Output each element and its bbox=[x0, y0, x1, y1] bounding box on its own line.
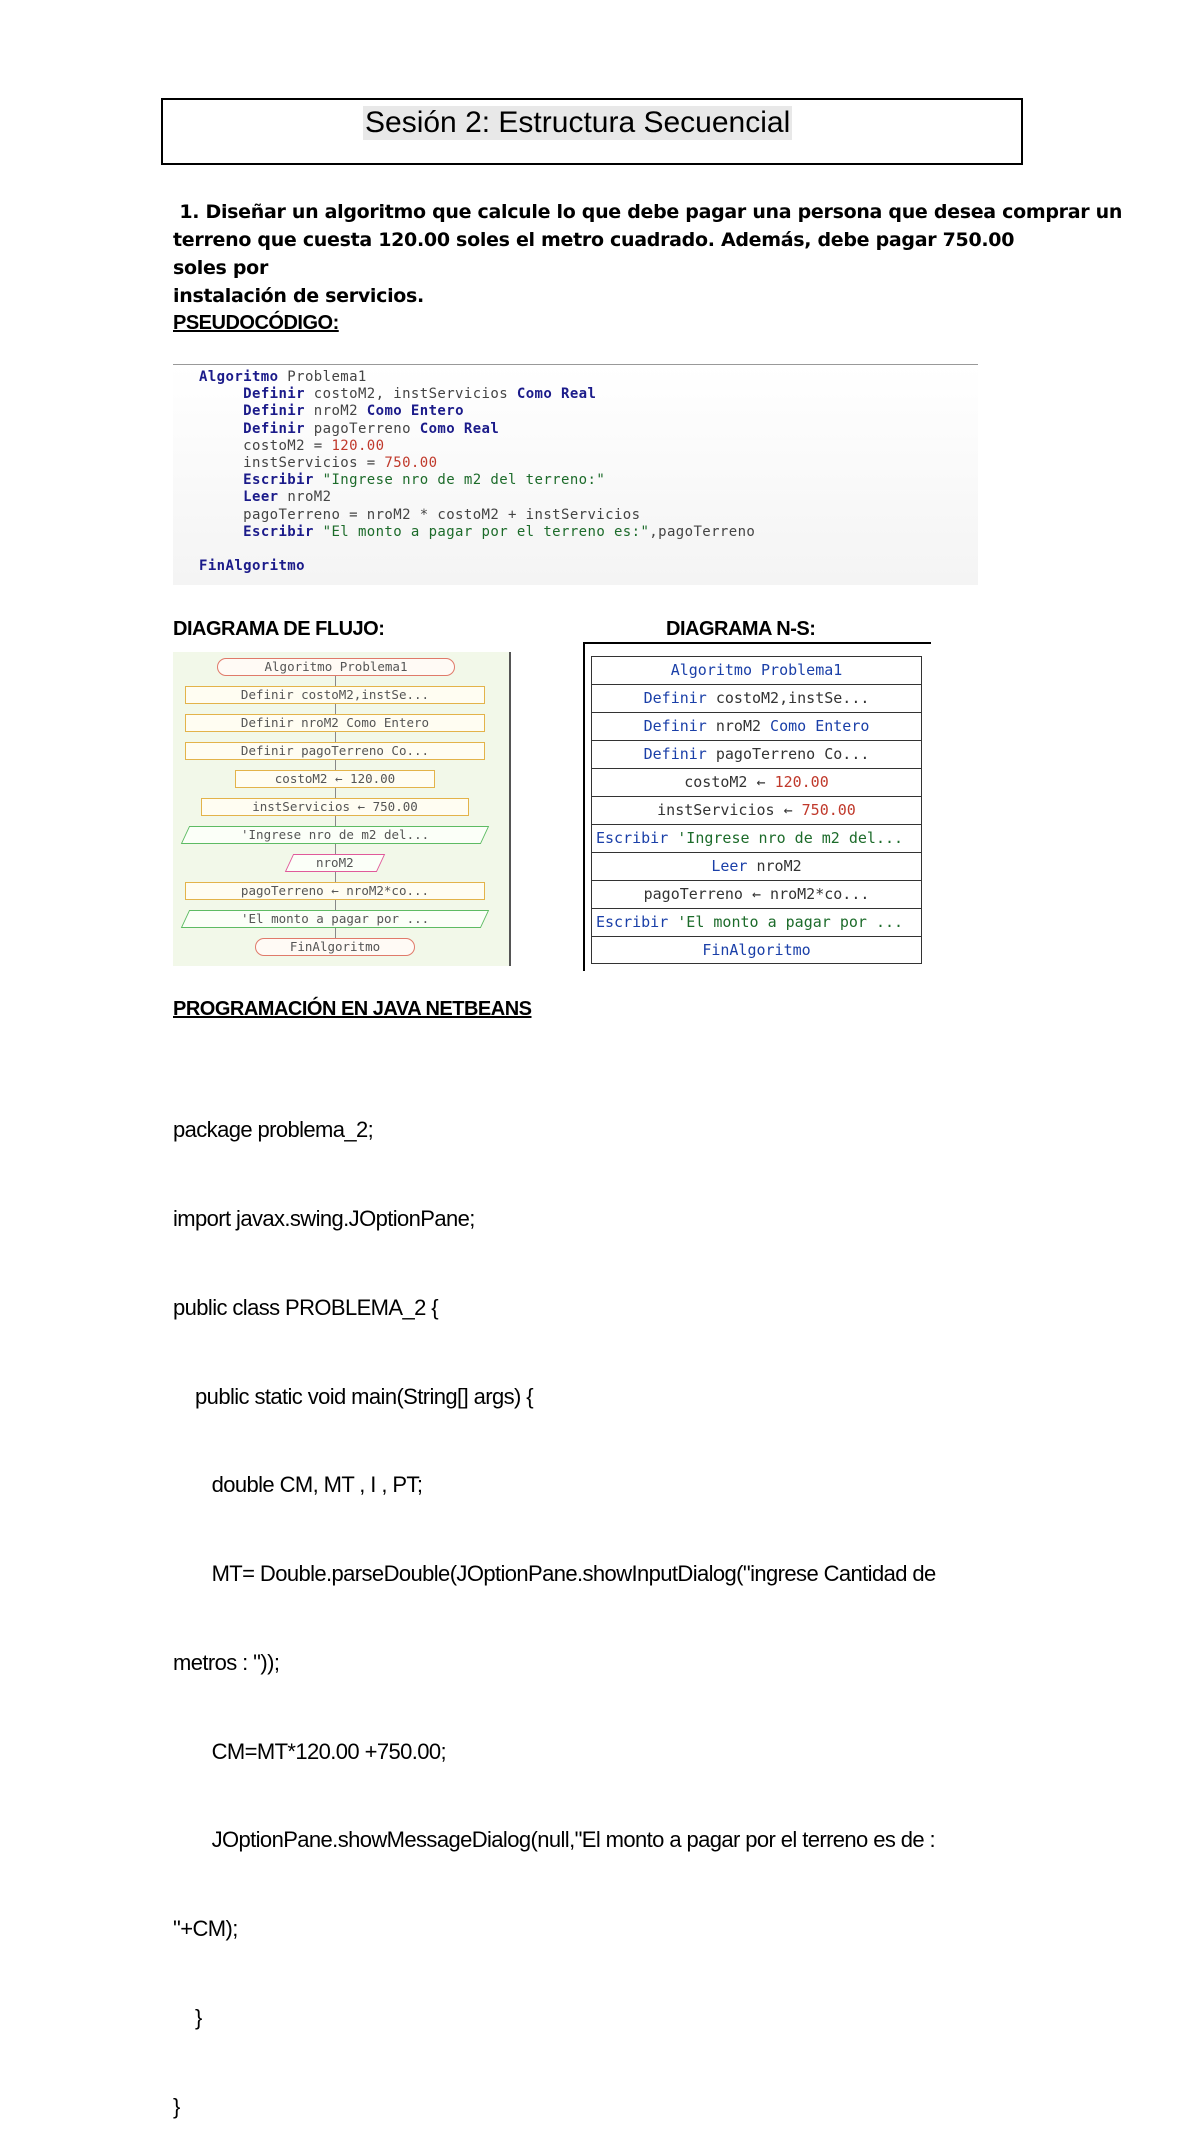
code-line: CM=MT*120.00 +750.00; bbox=[173, 1738, 447, 1764]
pc-keyword: Como Entero bbox=[366, 403, 464, 420]
ns-text: instServicios ← bbox=[657, 801, 802, 819]
flow-define-1: Definir costoM2,instSe... bbox=[185, 686, 485, 704]
flow-output-1-label: 'Ingrese nro de m2 del... bbox=[240, 827, 430, 842]
flow-output-2-label: 'El monto a pagar por ... bbox=[240, 911, 430, 926]
ns-row bbox=[591, 936, 922, 964]
ns-text: pagoTerreno ← nroM2*co... bbox=[643, 885, 870, 903]
ns-row bbox=[591, 656, 922, 684]
ns-row bbox=[591, 852, 922, 880]
pc-keyword: Escribir bbox=[243, 472, 314, 489]
pc-keyword: Algoritmo bbox=[199, 369, 279, 385]
code-line: MT= Double.parseDouble(JOptionPane.showInputDialog("ingrese Cantidad de bbox=[173, 1561, 936, 1587]
ns-frame-left bbox=[583, 643, 585, 971]
pseudocode-text bbox=[199, 369, 755, 575]
code-line: } bbox=[173, 2093, 180, 2119]
code-line: JOptionPane.showMessageDialog(null,"El monto a pagar por el terreno es de : bbox=[173, 1827, 936, 1853]
ns-text: nroM2 bbox=[706, 717, 771, 735]
pc-text: nroM2 bbox=[304, 403, 367, 420]
ns-row bbox=[591, 768, 922, 796]
ns-keyword: Como Entero bbox=[770, 717, 870, 735]
pc-keyword: Definir bbox=[243, 386, 305, 403]
flow-start: Algoritmo Problema1 bbox=[217, 658, 455, 676]
pc-keyword: FinAlgoritmo bbox=[199, 558, 305, 575]
java-heading: PROGRAMACIÓN EN JAVA NETBEANS bbox=[173, 998, 532, 1020]
pseudocode-heading: PSEUDOCÓDIGO: bbox=[173, 312, 339, 334]
ns-keyword: Definir bbox=[643, 745, 707, 763]
page-title: Sesión 2: Estructura Secuencial bbox=[365, 106, 791, 139]
ns-keyword: Definir bbox=[643, 717, 707, 735]
ns-row bbox=[591, 712, 922, 740]
pseudocode-block bbox=[173, 364, 978, 585]
ns-string: 'El monto a pagar por ... bbox=[668, 913, 904, 931]
ns-keyword: Leer bbox=[711, 857, 748, 875]
pc-text: ,pagoTerreno bbox=[649, 523, 756, 540]
code-line: public class PROBLEMA_2 { bbox=[173, 1294, 439, 1320]
flow-define-2: Definir nroM2 Como Entero bbox=[185, 714, 485, 732]
title-box bbox=[161, 98, 1023, 165]
ns-row bbox=[591, 880, 922, 908]
ns-number: 750.00 bbox=[801, 801, 856, 819]
pc-keyword: Leer bbox=[243, 489, 279, 506]
ns-frame-top bbox=[583, 642, 931, 644]
pc-text: costoM2 = bbox=[243, 437, 332, 454]
ns-heading: DIAGRAMA N-S: bbox=[666, 618, 816, 640]
pc-keyword: Como Real bbox=[516, 386, 597, 403]
ns-number: 120.00 bbox=[774, 773, 829, 791]
pc-text: pagoTerreno bbox=[304, 420, 420, 437]
java-code bbox=[173, 1056, 1013, 2151]
flow-output-1 bbox=[181, 826, 489, 844]
pc-keyword: Como Real bbox=[419, 420, 500, 437]
pc-name: Problema1 bbox=[278, 369, 367, 385]
ns-text: pagoTerreno Co... bbox=[706, 745, 870, 763]
ns-text: FinAlgoritmo bbox=[702, 941, 811, 959]
code-line: package problema_2; bbox=[173, 1117, 374, 1143]
pc-text: instServicios = bbox=[243, 455, 385, 472]
pc-text: nroM2 bbox=[278, 489, 332, 506]
pc-keyword: Escribir bbox=[243, 523, 314, 540]
ns-string: 'Ingrese nro de m2 del... bbox=[668, 829, 904, 847]
flowchart bbox=[173, 652, 511, 966]
flow-assign-2: instServicios ← 750.00 bbox=[201, 798, 469, 816]
ns-row bbox=[591, 740, 922, 768]
flow-assign-1: costoM2 ← 120.00 bbox=[235, 770, 435, 788]
pc-string: "Ingrese nro de m2 del terreno:" bbox=[313, 472, 606, 489]
flow-define-3: Definir pagoTerreno Co... bbox=[185, 742, 485, 760]
pc-string: "El monto a pagar por el terreno es:" bbox=[313, 523, 650, 540]
code-line: double CM, MT , I , PT; bbox=[173, 1472, 423, 1498]
pc-keyword: Definir bbox=[243, 403, 305, 420]
code-line: metros : ")); bbox=[173, 1649, 280, 1675]
ns-keyword: Definir bbox=[643, 689, 707, 707]
problem-line: instalación de servicios. bbox=[173, 285, 424, 307]
pc-number: 120.00 bbox=[331, 437, 385, 454]
problem-statement bbox=[173, 198, 1123, 310]
ns-row bbox=[591, 684, 922, 712]
ns-text: Algoritmo Problema1 bbox=[670, 661, 843, 679]
code-line: import javax.swing.JOptionPane; bbox=[173, 1205, 475, 1231]
ns-row bbox=[591, 824, 922, 852]
ns-diagram bbox=[591, 656, 922, 964]
ns-text: costoM2 ← bbox=[684, 773, 775, 791]
ns-text: costoM2,instSe... bbox=[706, 689, 870, 707]
flow-input-1-label: nroM2 bbox=[316, 855, 354, 870]
pc-text: costoM2, instServicios bbox=[304, 386, 517, 403]
ns-keyword: Escribir bbox=[596, 913, 669, 931]
ns-row bbox=[591, 796, 922, 824]
ns-keyword: Escribir bbox=[596, 829, 669, 847]
ns-row bbox=[591, 908, 922, 936]
flowchart-heading: DIAGRAMA DE FLUJO: bbox=[173, 618, 385, 640]
problem-line: 1. Diseñar un algoritmo que calcule lo que debe pagar una persona que desea comprar un bbox=[173, 201, 1123, 223]
code-line: "+CM); bbox=[173, 1916, 238, 1942]
problem-line: terreno que cuesta 120.00 soles el metro cuadrado. Además, debe pagar 750.00 soles por bbox=[173, 229, 1015, 279]
flow-output-2 bbox=[181, 910, 489, 928]
pc-text: pagoTerreno = nroM2 * costoM2 + instServicios bbox=[243, 506, 641, 523]
code-line: public static void main(String[] args) { bbox=[173, 1383, 533, 1409]
pc-number: 750.00 bbox=[384, 455, 438, 472]
code-line: } bbox=[173, 2005, 202, 2030]
flow-calc: pagoTerreno ← nroM2*co... bbox=[185, 882, 485, 900]
pc-keyword: Definir bbox=[243, 420, 305, 437]
ns-text: nroM2 bbox=[747, 857, 802, 875]
flow-end: FinAlgoritmo bbox=[255, 938, 415, 956]
flow-input-1 bbox=[285, 854, 385, 872]
